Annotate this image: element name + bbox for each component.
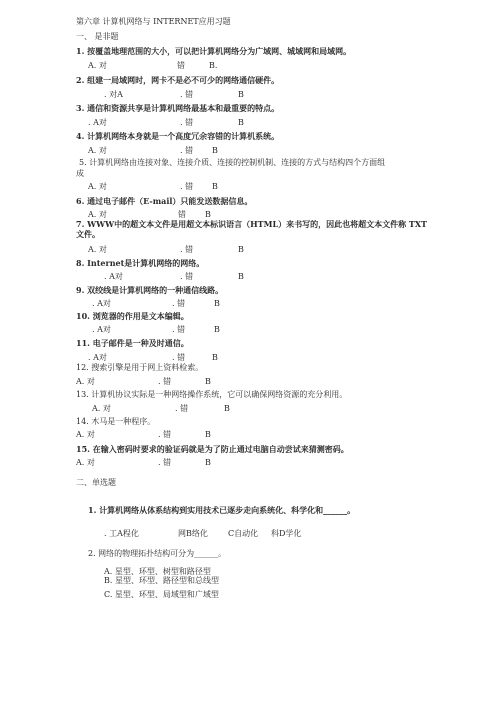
tf-question-15: 15. 在输入密码时要求的验证码就是为了防止通过电脑自动尝试来猜测密码。 <box>76 444 349 454</box>
tf-option-b-7: . 错 <box>180 245 194 254</box>
tf-option-b-letter-15: B <box>205 458 211 467</box>
tf-option-b-letter-11: B <box>212 353 218 362</box>
tf-option-a-11: . A对 <box>88 353 107 362</box>
tf-question-1: 1. 按覆盖地理范围的大小，可以把计算机网络分为广域网、城域网和局域网。 <box>76 46 352 56</box>
tf-question-9: 9. 双绞线是计算机网络的一种通信线路。 <box>76 285 224 295</box>
tf-option-b-letter-10: B <box>214 325 220 334</box>
tf-option-b-8: . 错 <box>180 272 194 281</box>
tf-option-a-10: . A对 <box>92 325 111 334</box>
page-title: 第六章 计算机网络与 INTERNET应用习题 <box>76 17 231 26</box>
tf-option-b-6: 错 <box>178 210 186 219</box>
tf-option-b-letter-2: B <box>238 90 244 99</box>
tf-question-4: 4. 计算机网络本身就是一个高度冗余容错的计算机系统。 <box>76 131 280 141</box>
section-heading-multiple-choice: 二、单选题 <box>76 478 116 487</box>
tf-option-b-letter-6: B <box>205 210 211 219</box>
tf-question-2: 2. 组建一局域网时，网卡不是必不可少的网络通信硬件。 <box>76 75 280 85</box>
tf-option-b-letter-12: B <box>205 377 211 386</box>
mc-option-2-c: C. 星型、环型、局域型和广域型 <box>104 590 219 599</box>
tf-option-b-letter-1: B. <box>209 61 218 70</box>
tf-option-b-5: . 错 <box>180 182 194 191</box>
tf-option-b-letter-8: B <box>238 272 244 281</box>
mc-option-1-c: C自动化 <box>228 529 259 538</box>
tf-option-b-14: . 错 <box>158 430 172 439</box>
tf-question-12: 12. 搜索引擎是用于网上资料检索。 <box>76 363 204 372</box>
tf-question-5-cont: 成 <box>76 169 84 178</box>
tf-option-a-5: A. 对 <box>88 182 107 191</box>
tf-option-b-letter-9: B <box>214 299 220 308</box>
tf-question-6: 6. 通过电子邮件（E-mail）只能发送数据信息。 <box>76 196 253 206</box>
mc-question-1: 1. 计算机网络从体系结构到实用技术已逐步走向系统化、科学化和______。 <box>88 505 356 515</box>
tf-question-10: 10. 浏览器的作用是文本编辑。 <box>76 311 189 321</box>
tf-option-a-15: A. 对 <box>76 458 95 467</box>
tf-question-13: 13. 计算机协议实际是一种网络操作系统，它可以确保网络资源的充分利用。 <box>76 390 348 399</box>
tf-option-b-letter-4: B <box>212 146 218 155</box>
tf-question-11: 11. 电子邮件是一种及时通信。 <box>76 338 189 348</box>
mc-question-2: 2. 网络的物理拓扑结构可分为______。 <box>88 549 227 558</box>
tf-option-a-1: A. 对 <box>88 61 107 70</box>
tf-option-a-3: . A对 <box>88 118 107 127</box>
tf-option-b-letter-13: B <box>224 404 230 413</box>
mc-option-2-a: A. 星型、环型、树型和路径型 <box>104 567 211 576</box>
tf-option-b-letter-3: B <box>238 118 244 127</box>
section-heading-true-false: 一、 是非题 <box>76 32 119 41</box>
tf-option-b-letter-14: B <box>205 430 211 439</box>
tf-option-a-4: A. 对 <box>88 146 107 155</box>
tf-option-b-letter-7: B <box>238 245 244 254</box>
tf-option-b-2: . 错 <box>180 90 194 99</box>
tf-option-b-10: . 错 <box>172 325 186 334</box>
tf-option-a-2: . 对A <box>104 90 123 99</box>
tf-option-b-11: . 错 <box>172 353 186 362</box>
tf-option-a-12: A. 对 <box>76 377 95 386</box>
tf-option-b-12: . 错 <box>158 377 172 386</box>
tf-option-a-7: A. 对 <box>88 245 107 254</box>
tf-option-b-3: . 错 <box>180 118 194 127</box>
tf-option-b-13: . 错 <box>175 404 189 413</box>
tf-option-b-9: . 错 <box>172 299 186 308</box>
tf-option-a-9: . A对 <box>92 299 111 308</box>
mc-option-1-b: 网B络化 <box>178 529 208 538</box>
tf-question-7: 7. WWW中的超文本文件是用超文本标识语言（HTML）来书写的，因此也将超文本文件称 TXT 文件。 <box>76 219 427 239</box>
tf-question-3: 3. 通信和资源共享是计算机网络最基本和最重要的特点。 <box>76 103 280 113</box>
mc-option-1-a: . 工A程化 <box>104 529 139 538</box>
tf-option-b-letter-5: B <box>212 182 218 191</box>
tf-question-14: 14. 木马是一种程序。 <box>76 417 156 426</box>
tf-option-b-4: . 错 <box>180 146 194 155</box>
mc-option-1-d: 科D学化 <box>271 529 302 538</box>
mc-option-2-b: B. 星型、环型、路径型和总线型 <box>104 576 219 585</box>
tf-question-5: 5. 计算机网络由连接对象、连接介质、连接的控制机制、连接的方式与结构四个方面组 <box>79 158 386 167</box>
tf-option-a-6: A. 对 <box>88 210 107 219</box>
tf-option-a-14: A. 对 <box>76 430 95 439</box>
tf-option-a-8: . A对 <box>104 272 123 281</box>
tf-question-8: 8. Internet是计算机网络的网络。 <box>76 258 205 268</box>
tf-option-a-13: A. 对 <box>92 404 111 413</box>
tf-option-b-1: 错 <box>177 61 185 70</box>
tf-option-b-15: . 错 <box>158 458 172 467</box>
